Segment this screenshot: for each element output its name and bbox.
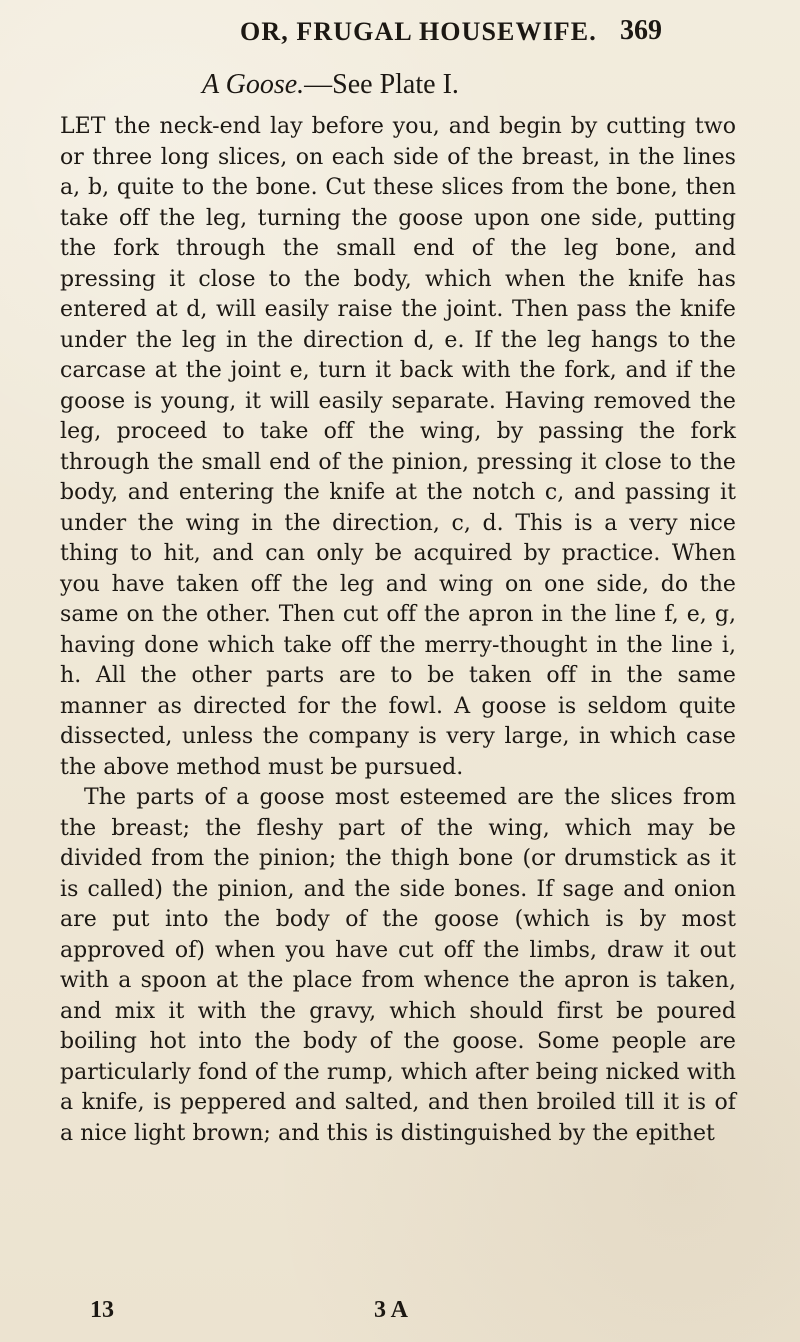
page-footer: [0, 1297, 800, 1331]
paragraph-preferred-parts: The parts of a goose most esteemed are the slices from the breast; the fleshy part of the wing, which may be divided from the pinion; the thigh bone (or drumstick as it is called) the pinion, and the side bones. If sage and onion are put into the body of the goose (which is by most approved of) when you have cut off the limbs, draw it out with a spoon at the place from whence the apron is taken, and mix it with the gravy, which should first be poured boiling hot into the body of the goose. Some people are particularly fond of the rump, which after being nicked with a knife, is peppered and salted, and then broiled till it is of a nice light brown; and this is distinguished by the epithet: [60, 785, 736, 1146]
main-text: [60, 68, 736, 1149]
section-heading-title: A Goose.: [202, 69, 305, 100]
running-header: [0, 0, 800, 58]
section-heading-plate-reference: —See Plate I.: [304, 69, 459, 100]
section-heading: [202, 68, 736, 102]
page-number: 369: [620, 15, 662, 46]
paragraph-carving-instructions: LET the neck-end lay before you, and begin by cutting two or three long slices, on each side of the breast, in the lines a, b, quite to the bone. Cut these slices from the bone, then take off the leg, turning the goose upon one side, putting the fork through the small end of the leg bone, and pressing it close to the body, which when the knife has entered at d, will easily raise the joint. Then pass the knife under the leg in the direction d, e. If the leg hangs to the carcase at the joint e, turn it back with the fork, and if the goose is young, it will easily separate. Having removed the leg, proceed to take off the wing, by passing the fork through the small end of the pinion, pressing it close to the body, and entering the knife at the notch c, and passing it under the wing in the direction, c, d. This is a very nice thing to hit, and can only be acquired by practice. When you have taken off the leg and wing on one side, do the same on the other. Then cut off the apron in the line f, e, g, having done which take off the merry-thought in the line i, h. All the other parts are to be taken off in the same manner as directed for the fowl. A goose is seldom quite dissected, unless the company is very large, in which case the above method must be pursued.: [60, 114, 736, 780]
sheet-number: 13: [90, 1297, 114, 1323]
running-title: OR, FRUGAL HOUSEWIFE.: [240, 17, 597, 46]
signature-mark: 3 A: [374, 1297, 409, 1323]
